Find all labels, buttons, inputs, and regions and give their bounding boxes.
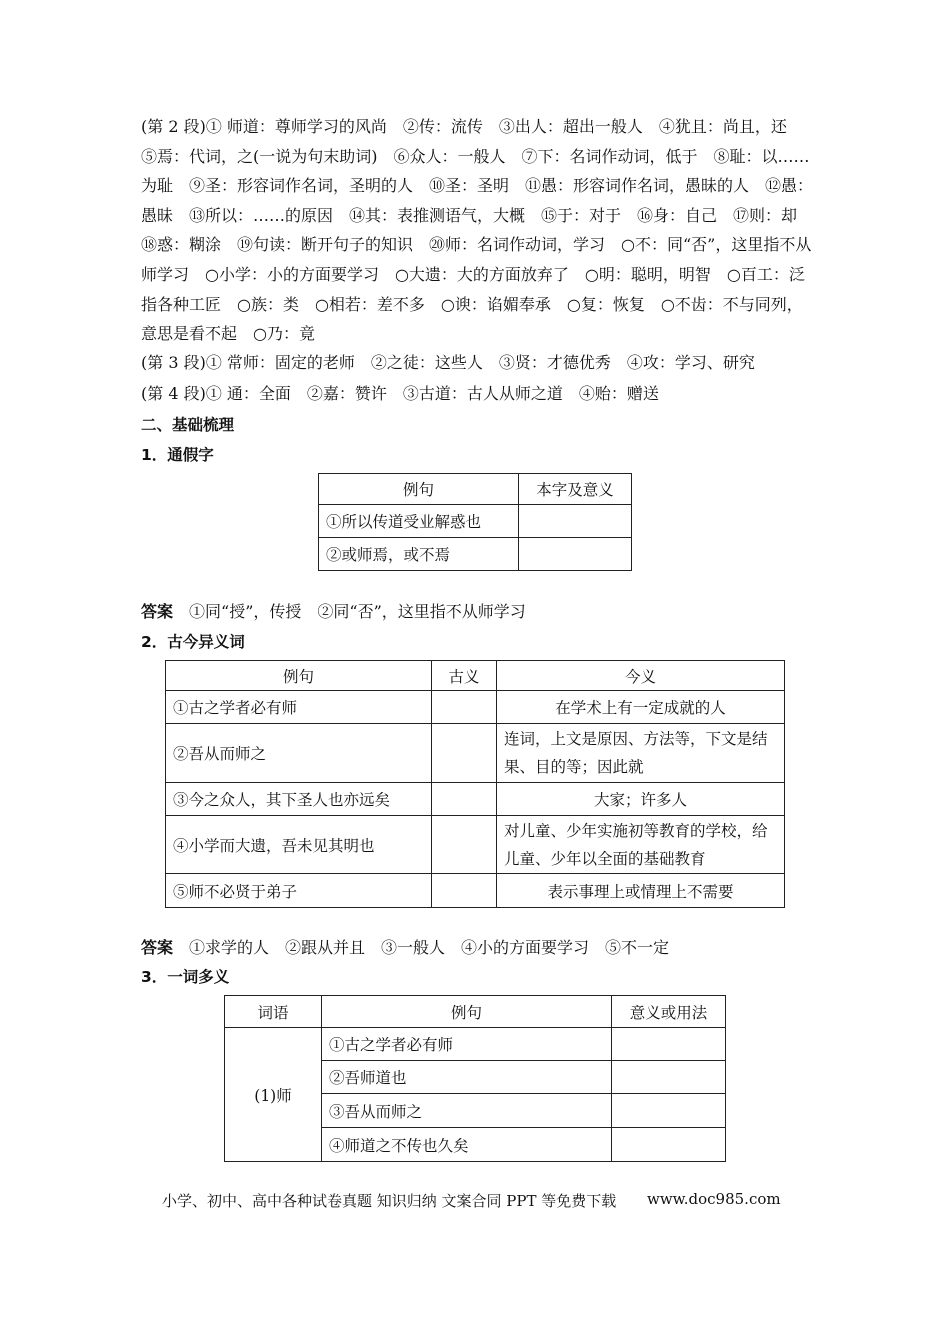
cell-ancient [432,691,497,724]
cell-sentence: ③吾从而师之 [322,1094,612,1128]
paragraph-3-notes: (第 3 段)① 常师：固定的老师 ②之徒：这些人 ③贤：才德优秀 ④攻：学习、研究 [141,353,755,372]
cell-usage [612,1128,726,1162]
subsection-title-gujinyiyi: 2．古今异义词 [141,633,245,651]
cell-word: (1)师 [225,1028,322,1162]
header-sentence: 例句 [322,996,612,1028]
cell-modern: 大家；许多人 [497,783,785,816]
cell-sentence: ④师道之不传也久矣 [322,1128,612,1162]
subsection-title-yiciduoyi: 3．一词多义 [141,968,230,986]
table-row [166,783,785,816]
paragraph-4-notes: (第 4 段)① 通：全面 ②嘉：赞许 ③古道：古人从师之道 ④贻：赠送 [141,384,659,403]
table-gujinyiyi [165,660,785,908]
table-row [166,691,785,724]
cell-modern: 对儿童、少年实施初等教育的学校，给儿童、少年以全面的基础教育 [497,816,785,874]
cell-sentence: ①所以传道受业解惑也 [319,505,519,538]
subsection-title-tongjiazi: 1．通假字 [141,446,214,464]
cell-sentence: ②吾师道也 [322,1061,612,1094]
answer-label: 答案 [141,938,174,957]
cell-sentence: ①古之学者必有师 [166,691,432,724]
header-word: 词语 [225,996,322,1028]
cell-meaning [519,538,632,571]
cell-modern: 连词，上文是原因、方法等，下文是结果、目的等；因此就 [497,724,785,783]
cell-usage [612,1094,726,1128]
answer-label: 答案 [141,602,174,621]
cell-ancient [432,783,497,816]
cell-usage [612,1028,726,1061]
table-row [166,724,785,783]
table-row [166,816,785,874]
footer-text: 小学、初中、高中各种试卷真题 知识归纳 文案合同 PPT 等免费下载 [162,1192,617,1210]
paragraph-2-notes: (第 2 段)① 师道：尊师学习的风尚 ②传：流传 ③出人：超出一般人 ④犹且：尚且，还 ⑤焉：代词，之(一说为句末助词) ⑥众人：一般人 ⑦下：名词作动词，低于 ⑧耻：以……为耻 ⑨圣：形容词作名词，圣明的人 ⑩圣：圣明 ⑪愚：形容词作名词，愚昧的人 ⑫愚：愚昧 ⑬所以：……的原因 ⑭其：表推测语气，大概 ⑮于：对于 ⑯身：自己 ⑰则：却 ⑱惑：糊涂 ⑲句读：断开句子的知识 ⑳师：名词作动词，学习 ○不：同“否”，这里指不从师学习 ○小学：小的方面要学习 ○大遗：大的方面放弃了 ○明：聪明，明智 ○百工：泛指各种工匠 ○族：类 ○相若：差不多 ○谀：谄媚奉承 ○复：恢复 ○不齿：不与同列，意思是看不起 ○乃：竟 [141,117,814,344]
table-row [166,874,785,908]
table-yiciduoyi [224,995,726,1162]
cell-modern: 表示事理上或情理上不需要 [497,874,785,908]
header-ancient: 古义 [432,661,497,691]
section-heading-basics: 二、基础梳理 [141,416,235,434]
cell-ancient [432,816,497,874]
cell-sentence: ①古之学者必有师 [322,1028,612,1061]
page-footer [162,1190,781,1211]
footer-url: www.doc985.com [647,1190,781,1208]
answer-text: ①求学的人 ②跟从并且 ③一般人 ④小的方面要学习 ⑤不一定 [189,938,670,957]
cell-modern: 在学术上有一定成就的人 [497,691,785,724]
table-row [319,538,632,571]
header-modern: 今义 [497,661,785,691]
table-tongjiazi [318,473,632,571]
answer-gujinyiyi [141,936,669,960]
cell-sentence: ③今之众人，其下圣人也亦远矣 [166,783,432,816]
table-row [225,1028,726,1061]
cell-meaning [519,505,632,538]
table-row [319,505,632,538]
header-sentence: 例句 [319,474,519,505]
answer-text: ①同“授”，传授 ②同“否”，这里指不从师学习 [189,602,526,621]
cell-sentence: ④小学而大遗，吾未见其明也 [166,816,432,874]
answer-tongjiazi [141,600,526,624]
header-sentence: 例句 [166,661,432,691]
header-meaning: 本字及意义 [519,474,632,505]
header-usage: 意义或用法 [612,996,726,1028]
cell-ancient [432,874,497,908]
cell-sentence: ⑤师不必贤于弟子 [166,874,432,908]
cell-sentence: ②吾从而师之 [166,724,432,783]
cell-ancient [432,724,497,783]
cell-usage [612,1061,726,1094]
cell-sentence: ②或师焉，或不焉 [319,538,519,571]
